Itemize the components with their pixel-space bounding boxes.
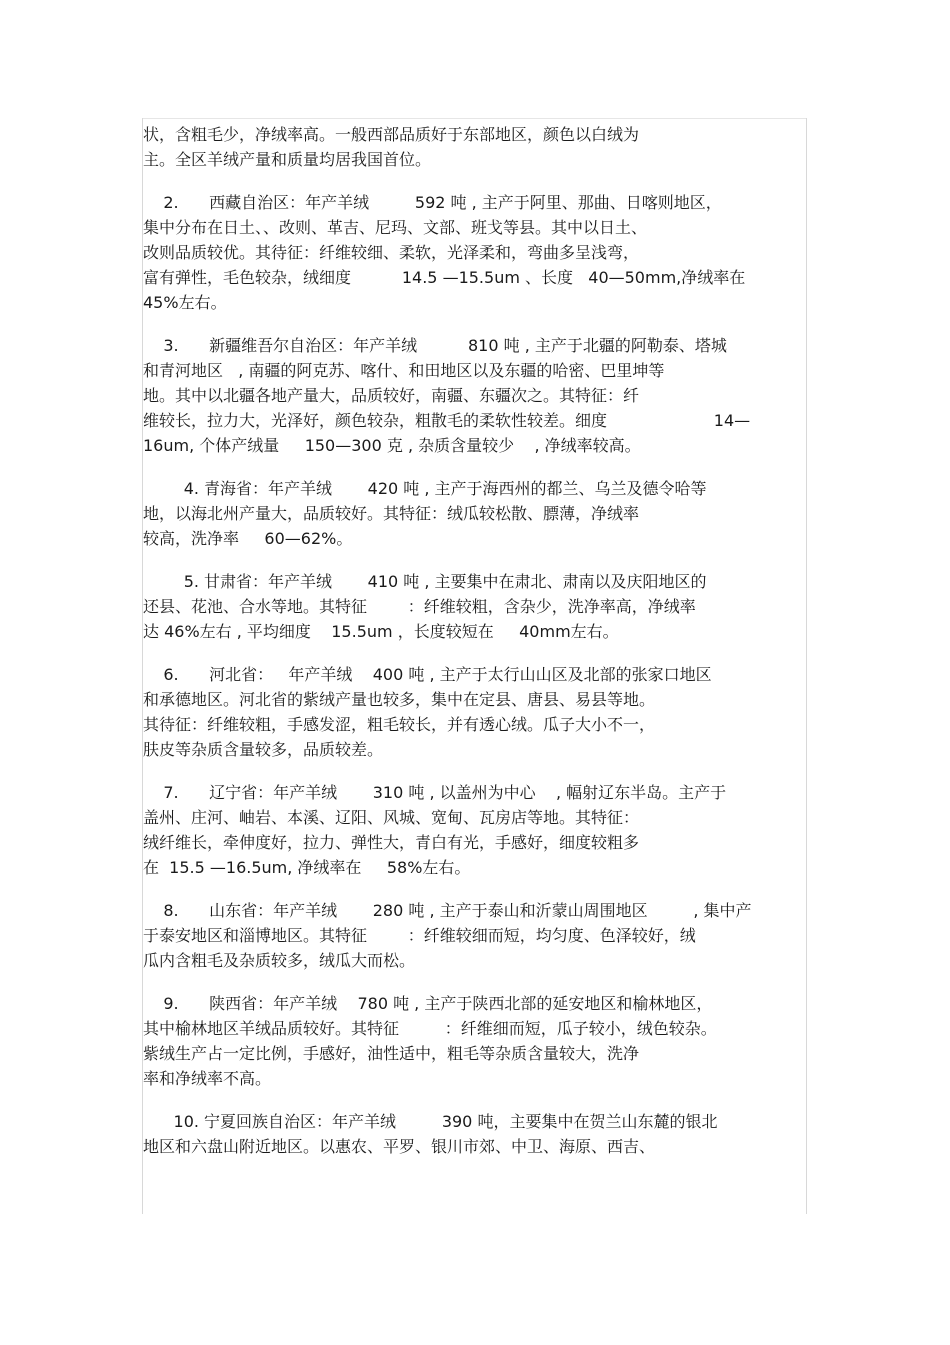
text-line: 9. 陕西省：年产羊绒 780 吨 , 主产于陕西北部的延安地区和榆林地区， — [143, 994, 713, 1013]
text-line: 状，含粗毛少，净绒率高。一般西部品质好于东部地区，颜色以白绒为 — [143, 125, 640, 144]
text-line: 还县、花池、合水等地。其特征 ：纤维较粗，含杂少，洗净率高，净绒率 — [143, 597, 696, 616]
paragraph-hebei — [143, 662, 803, 762]
paragraph-shandong — [143, 898, 803, 973]
text-line: 4. 青海省：年产羊绒 420 吨 , 主产于海西州的都兰、乌兰及德令哈等 — [143, 479, 707, 498]
document-body — [143, 122, 803, 1177]
text-line: 其中榆林地区羊绒品质较好。其特征 ：纤维细而短，瓜子较小，绒色较杂。 — [143, 1019, 717, 1038]
paragraph-ningxia — [143, 1109, 803, 1159]
text-line: 维较长，拉力大，光泽好，颜色较杂，粗散毛的柔软性较差。细度 14— — [143, 411, 751, 430]
text-line: 地区和六盘山附近地区。以惠农、平罗、银川市郊、中卫、海原、西吉、 — [143, 1137, 656, 1156]
text-line: 地。其中以北疆各地产量大，品质较好，南疆、东疆次之。其特征：纤 — [143, 386, 640, 405]
text-line: 地，以海北州产量大，品质较好。其特征：绒瓜较松散、膘薄，净绒率 — [143, 504, 640, 523]
text-line: 富有弹性，毛色较杂，绒细度 14.5 —15.5um 、长度 40—50mm,净绒率在 — [143, 268, 746, 287]
text-line: 2. 西藏自治区：年产羊绒 592 吨 , 主产于阿里、那曲、日喀则地区， — [143, 193, 722, 212]
text-line: 10. 宁夏回族自治区：年产羊绒 390 吨，主要集中在贺兰山东麓的银北 — [143, 1112, 718, 1131]
page-border-right — [806, 118, 807, 1214]
text-line: 7. 辽宁省：年产羊绒 310 吨 , 以盖州为中心 , 幅射辽东半岛。主产于 — [143, 783, 727, 802]
paragraph-intro-tail — [143, 122, 803, 172]
paragraph-xinjiang — [143, 333, 803, 458]
text-line: 和青河地区 , 南疆的阿克苏、喀什、和田地区以及东疆的哈密、巴里坤等 — [143, 361, 665, 380]
text-line: 和承德地区。河北省的紫绒产量也较多，集中在定县、唐县、易县等地。 — [143, 690, 656, 709]
text-line: 45%左右。 — [143, 293, 227, 312]
paragraph-shaanxi — [143, 991, 803, 1091]
text-line: 16um, 个体产绒量 150—300 克 , 杂质含量较少 , 净绒率较高。 — [143, 436, 641, 455]
text-line: 6. 河北省： 年产羊绒 400 吨 , 主产于太行山山区及北部的张家口地区 — [143, 665, 712, 684]
text-line: 瓜内含粗毛及杂质较多，绒瓜大而松。 — [143, 951, 416, 970]
text-line: 较高，洗净率 60—62%。 — [143, 529, 353, 548]
text-line: 率和净绒率不高。 — [143, 1069, 272, 1088]
paragraph-liaoning — [143, 780, 803, 880]
text-line: 于泰安地区和淄博地区。其特征 ：纤维较细而短，均匀度、色泽较好，绒 — [143, 926, 696, 945]
text-line: 8. 山东省：年产羊绒 280 吨 , 主产于泰山和沂蒙山周围地区 , 集中产 — [143, 901, 752, 920]
text-line: 其待征：纤维较粗，手感发涩，粗毛较长，并有透心绒。瓜子大小不一， — [143, 715, 656, 734]
text-line: 紫绒生产占一定比例，手感好，油性适中，粗毛等杂质含量较大，洗净 — [143, 1044, 640, 1063]
page-border-top — [142, 118, 807, 119]
text-line: 主。全区羊绒产量和质量均居我国首位。 — [143, 150, 432, 169]
text-line: 3. 新疆维吾尔自治区：年产羊绒 810 吨 , 主产于北疆的阿勒泰、塔城 — [143, 336, 727, 355]
text-line: 达 46%左右 , 平均细度 15.5um ，长度较短在 40mm左右。 — [143, 622, 619, 641]
text-line: 5. 甘肃省：年产羊绒 410 吨 , 主要集中在肃北、肃南以及庆阳地区的 — [143, 572, 707, 591]
paragraph-xizang — [143, 190, 803, 315]
text-line: 肤皮等杂质含量较多，品质较差。 — [143, 740, 384, 759]
text-line: 集中分布在日土、、改则、革吉、尼玛、文部、班戈等县。其中以日土、 — [143, 218, 648, 237]
text-line: 在 15.5 —16.5um, 净绒率在 58%左右。 — [143, 858, 471, 877]
paragraph-gansu — [143, 569, 803, 644]
text-line: 绒纤维长，牵伸度好，拉力、弹性大，青白有光，手感好，细度较粗多 — [143, 833, 640, 852]
text-line: 改则品质较优。其待征：纤维较细、柔软，光泽柔和，弯曲多呈浅弯， — [143, 243, 640, 262]
paragraph-qinghai — [143, 476, 803, 551]
text-line: 盖州、庄河、岫岩、本溪、辽阳、风城、宽甸、瓦房店等地。其特征： — [143, 808, 640, 827]
